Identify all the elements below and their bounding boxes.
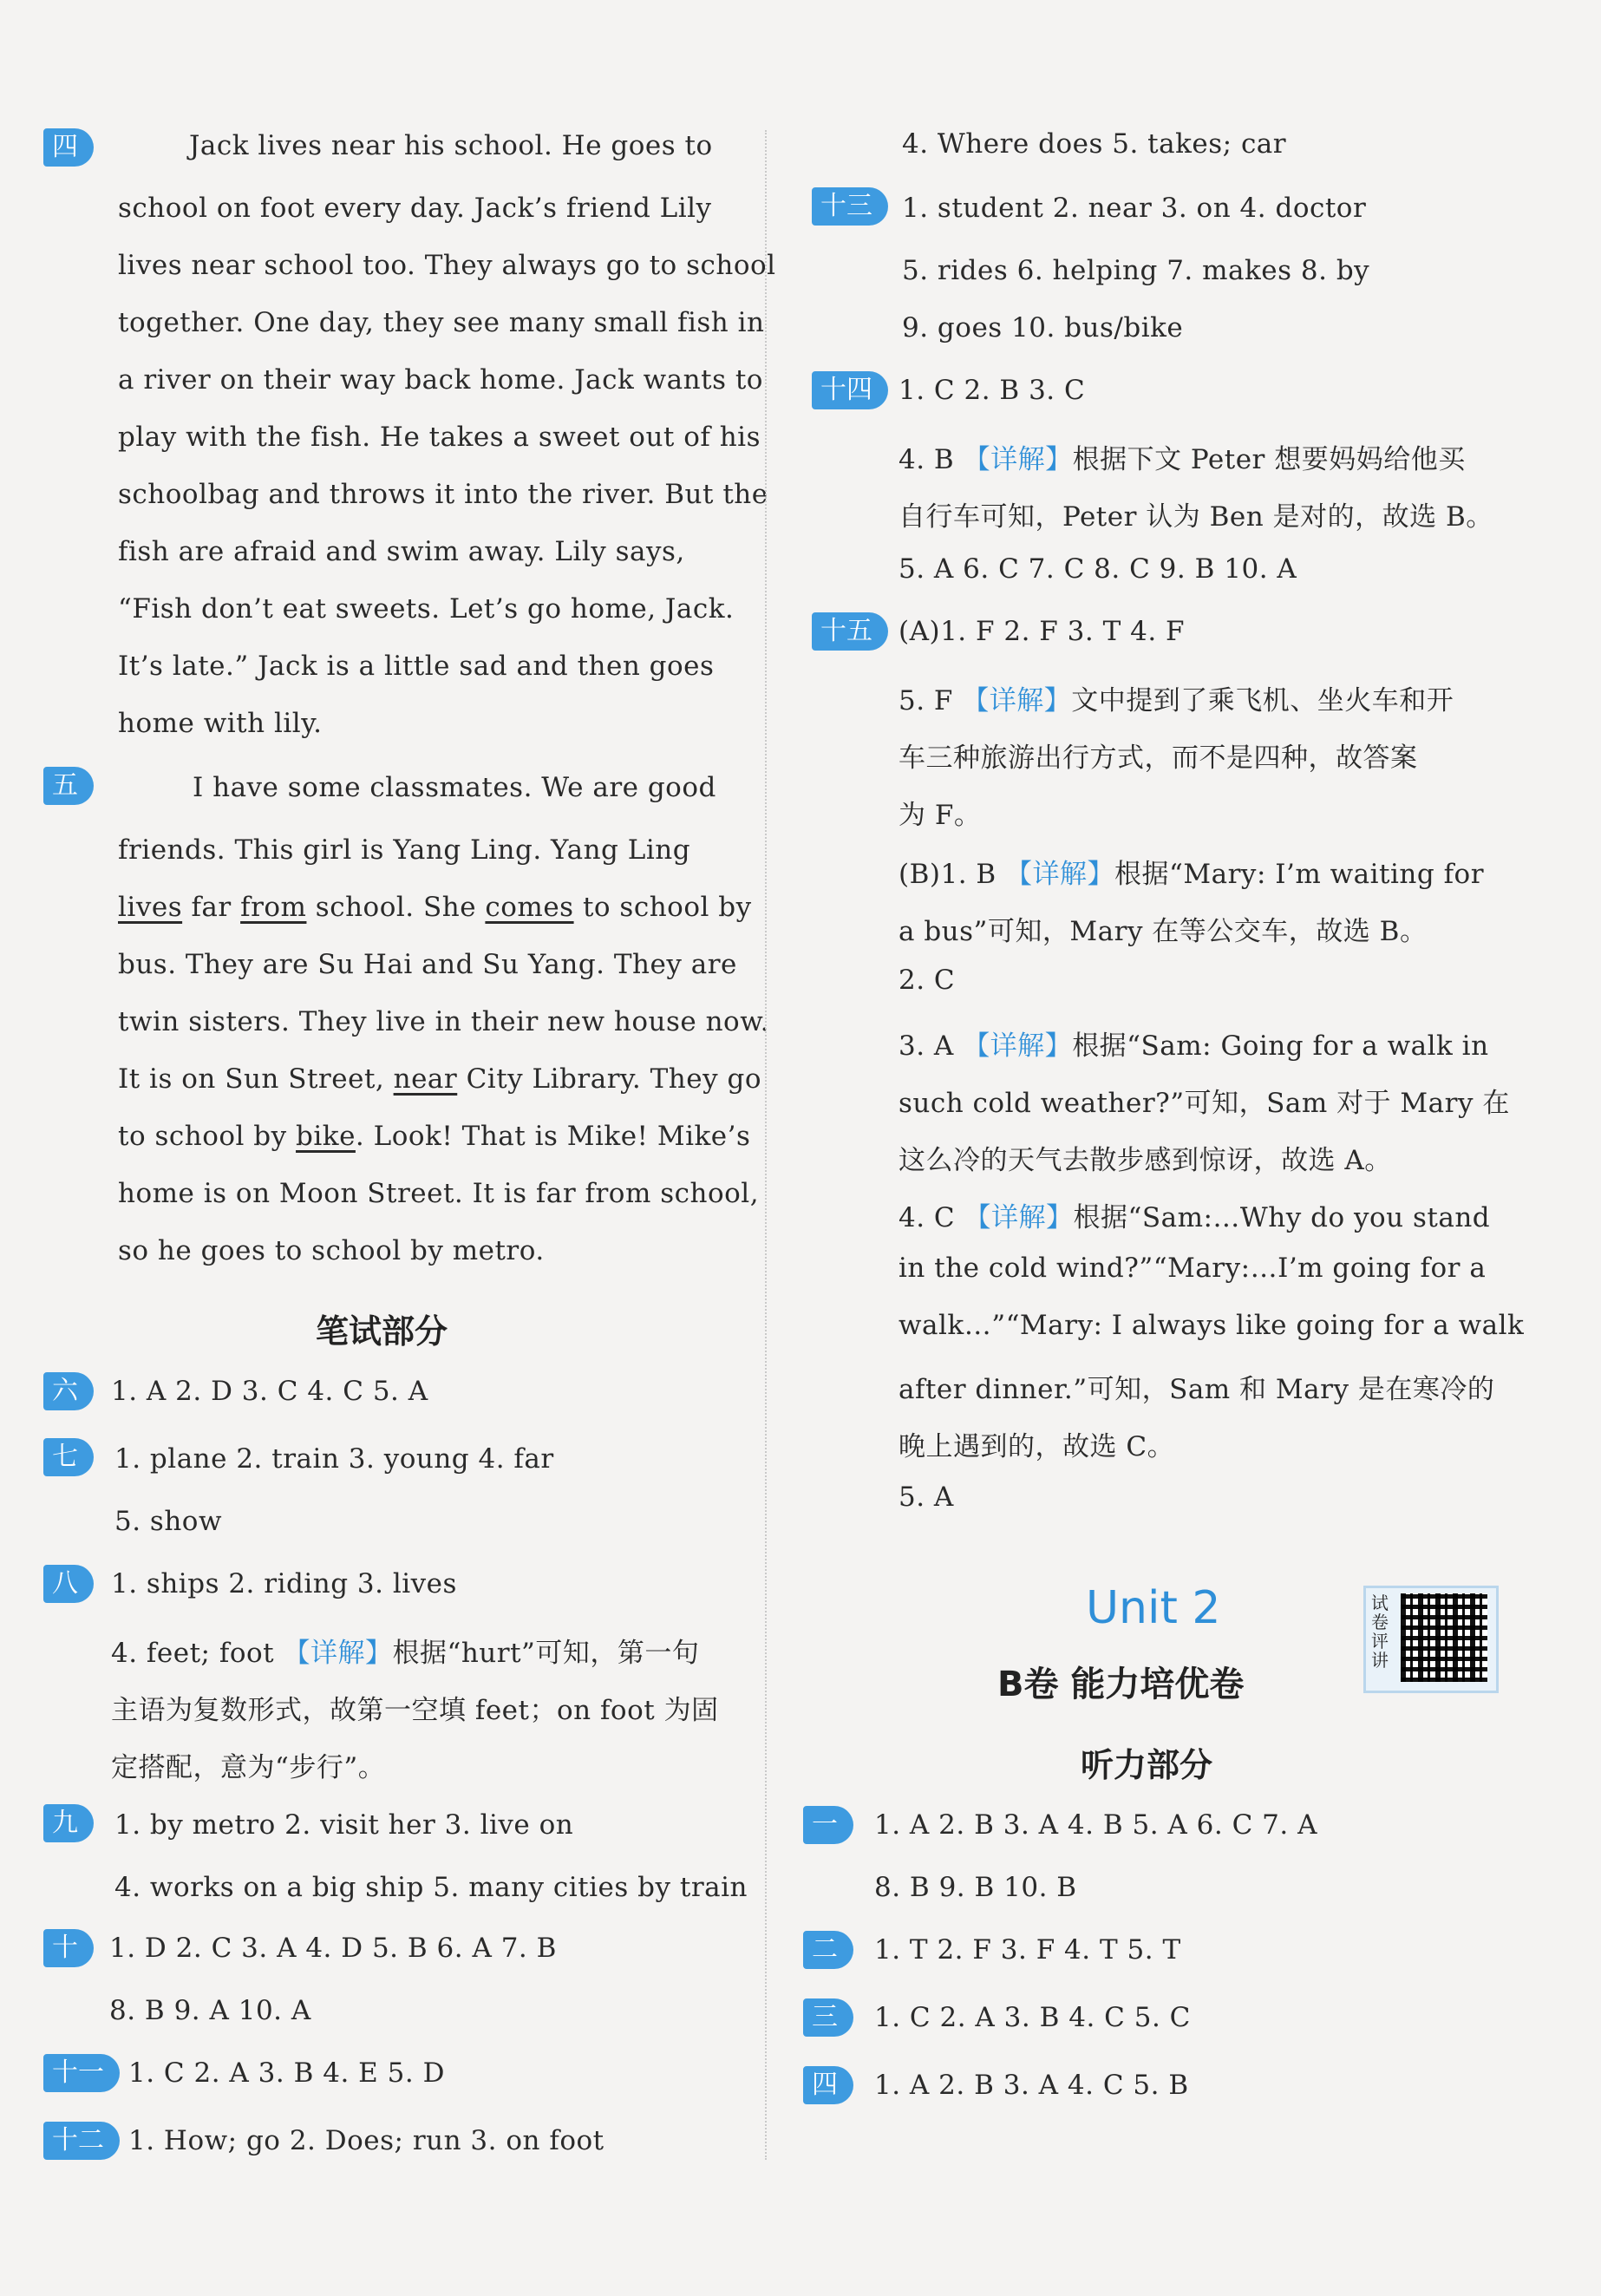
answer-line: 1. student 2. near 3. on 4. doctor [902, 193, 1367, 224]
explanation-line: 晚上遇到的，故选 C。 [899, 1431, 1175, 1462]
underlined-word: comes [485, 892, 574, 923]
answer-line: 5. A [899, 1482, 954, 1513]
passage-line: bus. They are Su Hai and Su Yang. They are [118, 949, 737, 980]
section-tag-10: 十 [43, 1929, 94, 1967]
passage-line: friends. This girl is Yang Ling. Yang Ling [118, 834, 691, 866]
answer-line: 5. show [114, 1506, 223, 1537]
explanation-line: after dinner.”可知，Sam 和 Mary 是在寒冷的 [899, 1374, 1495, 1405]
explanation-line: walk…”“Mary: I always like going for a walk [899, 1310, 1525, 1341]
section-tag-4: 四 [43, 128, 94, 167]
explanation-label: 【详解】 [963, 1030, 1073, 1062]
explanation-line: a bus”可知，Mary 在等公交车，故选 B。 [899, 916, 1428, 947]
section-tag-2: 二 [803, 1931, 853, 1969]
column-divider [765, 130, 767, 2160]
explanation-line: 5. F 【详解】文中提到了乘飞机、坐火车和开 [899, 685, 1454, 716]
explanation-label: 【详解】 [1005, 859, 1115, 890]
explanation-line: 4. B 【详解】根据下文 Peter 想要妈妈给他买 [899, 444, 1466, 475]
answer-line: 1. ships 2. riding 3. lives [111, 1568, 457, 1599]
underlined-word: near [393, 1063, 458, 1095]
explanation-line: 车三种旅游出行方式，而不是四种，故答案 [899, 742, 1418, 774]
passage-line: play with the fish. He takes a sweet out of his [118, 422, 761, 453]
answer-line: 1. C 2. B 3. C [899, 375, 1086, 406]
section-tag-3: 三 [803, 1998, 853, 2037]
answer-line: 1. C 2. A 3. B 4. C 5. C [874, 2002, 1191, 2033]
answer-line: 1. by metro 2. visit her 3. live on [114, 1809, 574, 1841]
answer-line: 5. A 6. C 7. C 8. C 9. B 10. A [899, 553, 1297, 585]
section-tag-8: 八 [43, 1565, 94, 1603]
passage-line: lives near school too. They always go to school [118, 250, 776, 281]
answer-line: 1. A 2. B 3. A 4. B 5. A 6. C 7. A [874, 1809, 1317, 1841]
explanation-line: (B)1. B 【详解】根据“Mary: I’m waiting for [899, 859, 1485, 890]
underlined-word: from [240, 892, 307, 923]
answer-line: 5. rides 6. helping 7. makes 8. by [902, 255, 1370, 286]
passage-line: home is on Moon Street. It is far from school, [118, 1178, 760, 1209]
qr-label: 试卷评讲 [1371, 1593, 1389, 1671]
section-tag-5: 五 [43, 767, 94, 805]
passage-line: a river on their way back home. Jack wants to [118, 364, 763, 396]
answer-line: 1. C 2. A 3. B 4. E 5. D [128, 2057, 445, 2089]
section-tag-7: 七 [43, 1438, 94, 1476]
passage-line: Jack lives near his school. He goes to [189, 130, 713, 161]
answer-line: 4. works on a big ship 5. many cities by train [114, 1872, 748, 1903]
answer-line: (A)1. F 2. F 3. T 4. F [899, 616, 1186, 647]
section-tag-1: 一 [803, 1806, 853, 1844]
paper-title: B卷 能力培优卷 [997, 1665, 1245, 1704]
passage-line: twin sisters. They live in their new house now. [118, 1006, 769, 1037]
qr-code-icon [1401, 1593, 1487, 1682]
section-tag-6: 六 [43, 1372, 94, 1410]
passage-line: to school by bike. Look! That is Mike! Mike’s [118, 1121, 751, 1152]
passage-line: together. One day, they see many small fish in [118, 307, 765, 338]
passage-line: It’s late.” Jack is a little sad and then goes [118, 651, 715, 682]
answer-line: 4. Where does 5. takes; car [902, 128, 1287, 160]
listening-section-heading: 听力部分 [1081, 1746, 1213, 1784]
explanation-line: 4. C 【详解】根据“Sam:…Why do you stand [899, 1202, 1491, 1233]
section-tag-15: 十五 [812, 612, 888, 651]
answer-line: 2. C [899, 965, 956, 996]
explanation-line: 自行车可知，Peter 认为 Ben 是对的，故选 B。 [899, 501, 1493, 533]
answer-line: 8. B 9. A 10. A [109, 1995, 311, 2026]
explanation-line: 4. feet; foot 【详解】根据“hurt”可知，第一句 [111, 1638, 700, 1669]
answer-line: 1. T 2. F 3. F 4. T 5. T [874, 1934, 1181, 1966]
unit-title: Unit 2 [1086, 1582, 1221, 1634]
explanation-line: 这么冷的天气去散步感到惊讶，故选 A。 [899, 1145, 1392, 1176]
passage-line: I have some classmates. We are good [193, 772, 716, 803]
explanation-line: such cold weather?”可知，Sam 对于 Mary 在 [899, 1088, 1510, 1119]
qr-code-panel[interactable] [1363, 1586, 1499, 1693]
explanation-line: in the cold wind?”“Mary:…I’m going for a [899, 1253, 1487, 1284]
answer-line: 1. D 2. C 3. A 4. D 5. B 6. A 7. B [109, 1933, 557, 1964]
passage-line: lives far from school. She comes to school by [118, 892, 752, 923]
explanation-label: 【详解】 [963, 444, 1073, 475]
explanation-line: 主语为复数形式，故第一空填 feet；on foot 为固 [111, 1695, 719, 1726]
passage-line: fish are afraid and swim away. Lily says, [118, 536, 685, 567]
section-tag-12: 十二 [43, 2122, 120, 2160]
section-tag-4-listening: 四 [803, 2066, 853, 2104]
section-tag-11: 十一 [43, 2054, 120, 2092]
answer-line: 8. B 9. B 10. B [874, 1872, 1077, 1903]
underlined-word: lives [118, 892, 183, 923]
answer-line: 1. A 2. D 3. C 4. C 5. A [111, 1376, 428, 1407]
passage-line: home with lily. [118, 708, 323, 739]
section-tag-14: 十四 [812, 371, 888, 409]
passage-line: It is on Sun Street, near City Library. They go [118, 1063, 761, 1095]
passage-line: “Fish don’t eat sweets. Let’s go home, Jack. [118, 593, 735, 625]
passage-line: so he goes to school by metro. [118, 1235, 545, 1266]
answer-line: 1. plane 2. train 3. young 4. far [114, 1443, 554, 1475]
explanation-line: 3. A 【详解】根据“Sam: Going for a walk in [899, 1030, 1489, 1062]
section-tag-13: 十三 [812, 187, 888, 226]
written-section-heading: 笔试部分 [316, 1312, 448, 1351]
section-tag-9: 九 [43, 1804, 94, 1842]
explanation-label: 【详解】 [283, 1638, 393, 1669]
explanation-label: 【详解】 [962, 685, 1072, 716]
passage-line: school on foot every day. Jack’s friend Lily [118, 193, 712, 224]
answer-line: 9. goes 10. bus/bike [902, 312, 1184, 343]
answer-line: 1. How; go 2. Does; run 3. on foot [128, 2125, 604, 2156]
explanation-line: 为 F。 [899, 800, 982, 831]
answer-line: 1. A 2. B 3. A 4. C 5. B [874, 2070, 1189, 2101]
passage-line: schoolbag and throws it into the river. But the [118, 479, 768, 510]
underlined-word: bike [296, 1121, 356, 1152]
explanation-label: 【详解】 [964, 1202, 1074, 1233]
explanation-line: 定搭配，意为“步行”。 [111, 1752, 386, 1783]
